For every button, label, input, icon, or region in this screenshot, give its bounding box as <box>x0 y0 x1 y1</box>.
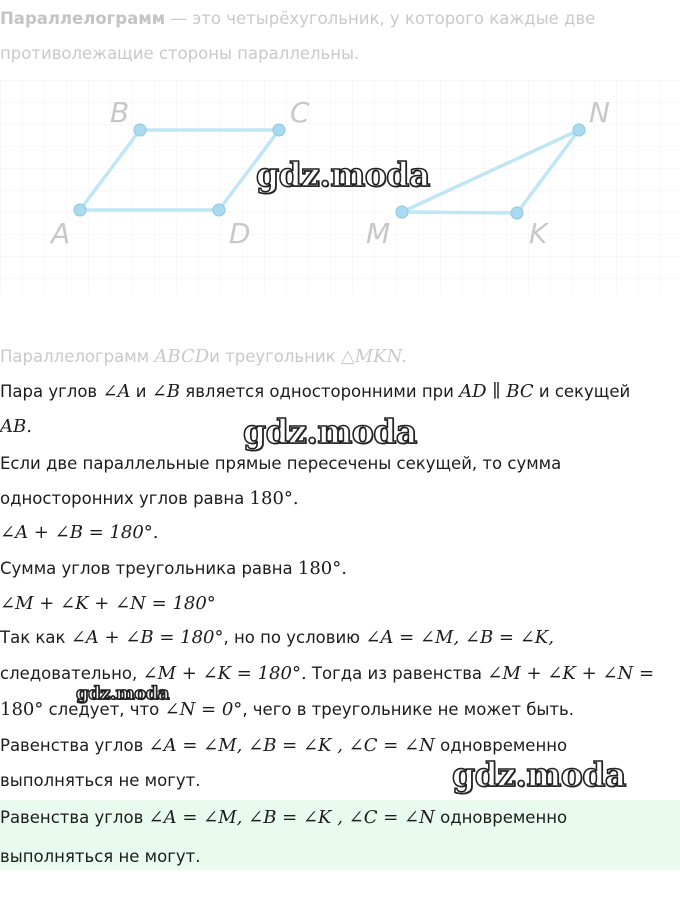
solution-line-10: следовательно, ∠M + ∠K = 180°. Тогда из равенства ∠M + ∠K + ∠N = <box>0 663 655 684</box>
point-m <box>396 206 408 218</box>
definition-line-2 <box>0 44 359 64</box>
watermark-4: gdz.moda <box>452 755 626 794</box>
solution-line-12: Равенства углов ∠A = ∠M, ∠B = ∠K , ∠C = ∠N одновременно <box>0 735 568 756</box>
solution-line-8: ∠M + ∠K + ∠N = 180° <box>0 593 216 614</box>
definition-text-2: противолежащие стороны параллельны. <box>0 44 360 63</box>
solution-line-6: ∠A + ∠B = 180°. <box>0 522 159 543</box>
watermark-2: gdz.moda <box>243 412 417 451</box>
solution-line-9: Так как ∠A + ∠B = 180°, но по условию ∠A = ∠M, ∠B = ∠K, <box>0 627 554 648</box>
answer-line-1: Равенства углов ∠A = ∠M, ∠B = ∠K , ∠C = ∠N одновременно <box>0 807 568 828</box>
label-a: A <box>51 217 71 250</box>
answer-line-2: выполняться не могут. <box>0 847 201 866</box>
point-b <box>134 124 146 136</box>
solution-line-7: Сумма углов треугольника равна 180°. <box>0 558 347 579</box>
solution-line-3: AB. <box>0 416 32 437</box>
point-k <box>511 207 523 219</box>
point-d <box>213 204 225 216</box>
watermark-1: gdz.moda <box>256 155 430 194</box>
solution-line-11: 180° следует, что ∠N = 0°, чего в треугольнике не может быть. <box>0 699 574 720</box>
label-d: D <box>229 217 251 250</box>
watermark-3: gdz.moda <box>76 683 169 704</box>
solution-line-1: Параллелограмм ABCDи треугольник △MKN. <box>0 346 407 367</box>
definition-line-1 <box>0 9 595 29</box>
label-b: B <box>110 96 130 129</box>
point-a <box>74 204 86 216</box>
solution-line-2: Пара углов ∠A и ∠B является односторонними при AD ∥ BC и секущей <box>0 381 631 402</box>
label-n: N <box>589 96 610 129</box>
point-n <box>573 124 585 136</box>
solution-line-13: выполняться не могут. <box>0 771 201 790</box>
definition-text: — это четырёхугольник, у которого каждые две <box>165 9 596 28</box>
label-m: M <box>366 217 391 250</box>
label-c: C <box>290 96 310 129</box>
definition-term: Параллелограмм <box>0 9 166 28</box>
point-c <box>273 124 285 136</box>
label-k: K <box>529 217 548 250</box>
solution-line-4: Если две параллельные прямые пересечены секущей, то сумма <box>0 454 562 473</box>
solution-line-5: односторонних углов равна 180°. <box>0 488 299 509</box>
